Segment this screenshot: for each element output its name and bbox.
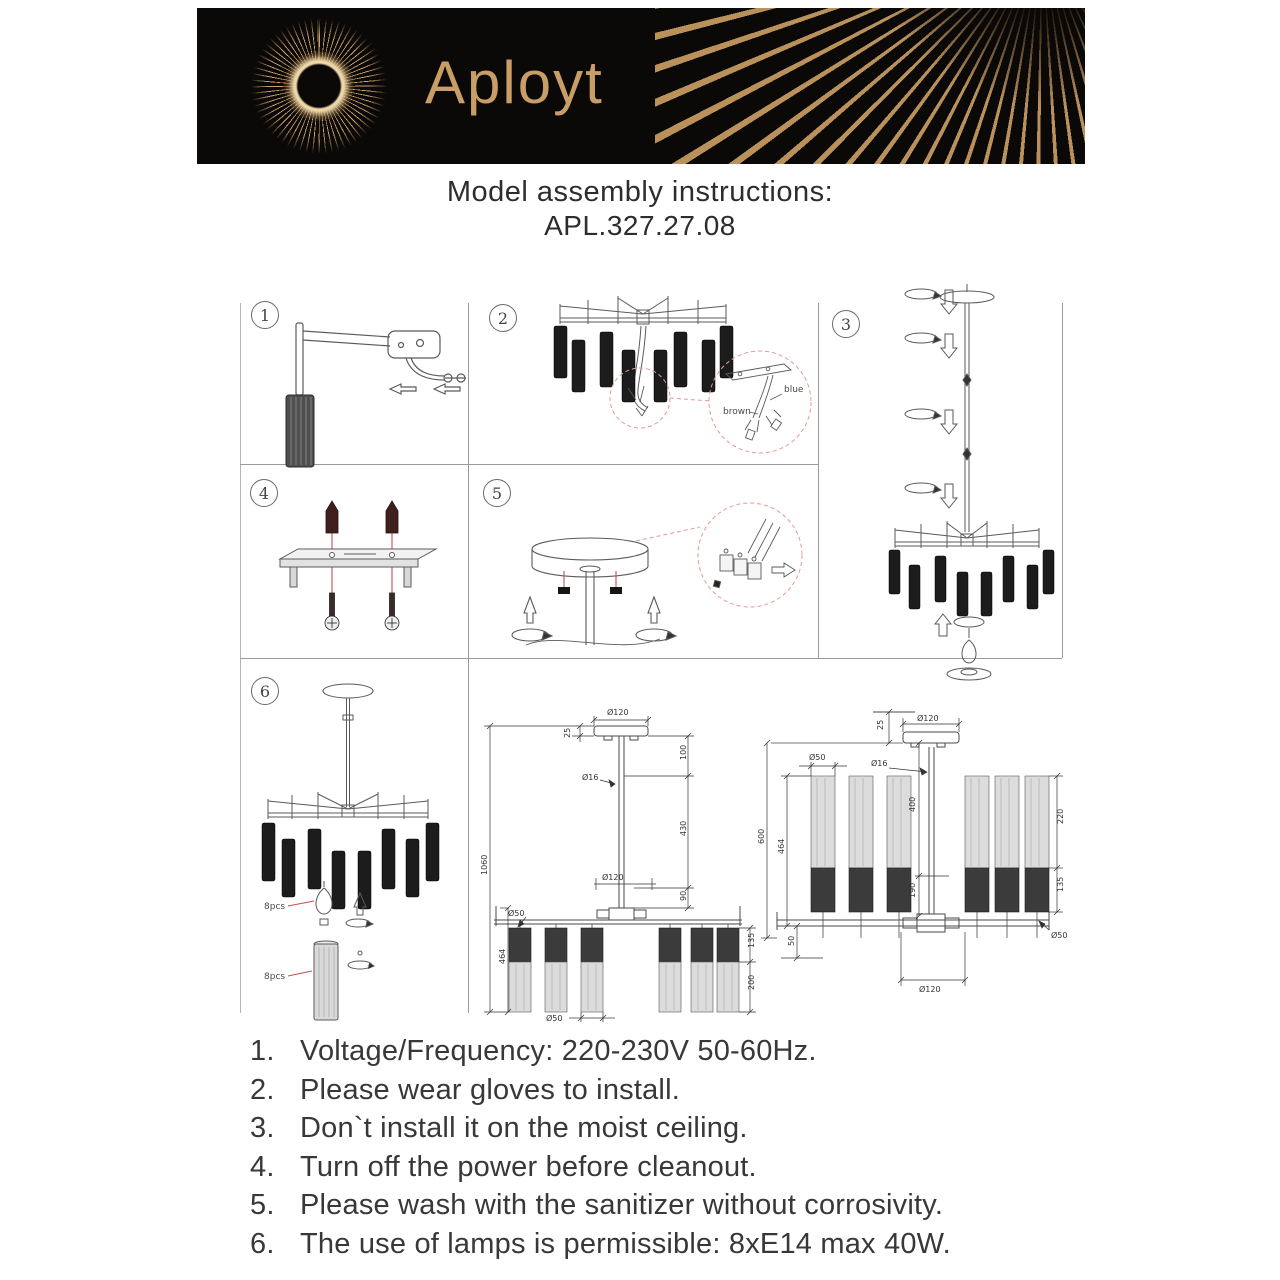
note-item (250, 1225, 1060, 1264)
note-number: 2. (250, 1073, 275, 1106)
note-item (250, 1148, 1060, 1187)
step-6-number: 6 (259, 681, 271, 701)
step4-diagram (240, 463, 468, 657)
dimension-drawing-front (466, 680, 762, 1023)
note-number: 1. (250, 1035, 275, 1067)
dim-front-total-height: 1060 (480, 854, 489, 875)
dim-top-total-height: 600 (757, 828, 766, 844)
dim-top-shade-dia-right: Ø50 (1051, 931, 1068, 940)
dim-front-body-height: 464 (498, 948, 507, 964)
step6-diagram (240, 657, 468, 1020)
dim-front-shade-dia-bottom: Ø50 (546, 1014, 563, 1023)
dim-top-shade-upper: 220 (1056, 808, 1065, 824)
note-text: Don`t install it on the moist ceiling. (300, 1112, 748, 1145)
step6-spare-shade (314, 941, 375, 1020)
dim-front-shade-dia: Ø50 (508, 909, 525, 918)
note-text: Voltage/Frequency: 220-230V 50-60Hz. (300, 1035, 817, 1067)
dim-top-rod-main: 400 (908, 796, 917, 812)
page-title: Model assembly instructions: (446, 176, 834, 208)
dim-front-hub-dia: Ø120 (602, 873, 624, 882)
notes-list (250, 1032, 1060, 1264)
dim-top-frame-offset: 50 (787, 935, 796, 946)
wire-label-brown: brown (723, 407, 751, 417)
dim-front-canopy-dia: Ø120 (607, 708, 629, 717)
model-code: APL.327.27.08 (544, 210, 736, 241)
ray-fan-decoration-icon (655, 8, 1085, 164)
note-item (250, 1032, 1060, 1071)
dim-top-hub-dia: Ø120 (919, 985, 941, 994)
note-number: 5. (250, 1189, 275, 1222)
brand-name: Aployt (425, 49, 604, 116)
step1-diagram (240, 285, 468, 463)
dim-front-canopy-offset: 25 (563, 727, 572, 738)
note-text: Turn off the power before cleanout. (300, 1150, 757, 1183)
note-item (250, 1071, 1060, 1110)
step2-shades (554, 326, 733, 402)
starburst-logo-icon (247, 14, 391, 158)
note-number: 6. (250, 1227, 275, 1260)
dim-top-rod-lower: 190 (908, 882, 917, 898)
dim-front-shade-upper: 135 (747, 932, 756, 948)
dim-front-hub-seg: 90 (679, 890, 688, 901)
dim-front-rod-main: 430 (679, 820, 688, 836)
note-number: 4. (250, 1150, 275, 1183)
dim-front-rod-dia: Ø16 (582, 773, 599, 782)
dim-front-rod-top-seg: 100 (679, 744, 688, 760)
dim-top-canopy-offset: 25 (876, 719, 885, 730)
step6-shades (262, 823, 439, 909)
step-1-number: 1 (259, 305, 271, 325)
note-item (250, 1109, 1060, 1148)
wire-label-blue: blue (784, 385, 804, 395)
note-item (250, 1186, 1060, 1225)
grid-right-border (1062, 303, 1063, 658)
note-text: The use of lamps is permissible: 8xE14 max 40W. (300, 1227, 951, 1260)
dim-top-shade-dia: Ø50 (809, 753, 826, 762)
note-text: Please wear gloves to install. (300, 1073, 680, 1106)
wall-anchors (326, 501, 398, 533)
dim-top-rod-dia: Ø16 (871, 759, 888, 768)
screws (325, 593, 399, 630)
step5-diagram (468, 463, 817, 657)
step2-diagram (468, 280, 817, 463)
step3-diagram (817, 280, 1062, 657)
dimension-drawing-inverted (753, 680, 1071, 1020)
dim-top-canopy-dia: Ø120 (917, 714, 939, 723)
dim-top-body-height: 464 (777, 838, 786, 854)
step1-shade (286, 395, 314, 467)
note-text: Please wash with the sanitizer without corrosivity. (300, 1189, 944, 1222)
step-2-number: 2 (497, 308, 509, 328)
shade-qty-label: 8pcs (264, 972, 286, 982)
brand-banner (197, 8, 1085, 164)
step-3-number: 3 (840, 314, 852, 334)
terminal-block (713, 519, 795, 588)
front-shades (509, 924, 739, 1012)
step3-shades (889, 550, 1054, 616)
bulb-qty-label: 8pcs (264, 902, 286, 912)
dim-front-shade-lower: 200 (747, 974, 756, 990)
note-number: 3. (250, 1112, 275, 1145)
dim-top-shade-lower: 135 (1056, 876, 1065, 892)
step-5-number: 5 (491, 483, 503, 503)
step-4-number: 4 (258, 483, 270, 503)
